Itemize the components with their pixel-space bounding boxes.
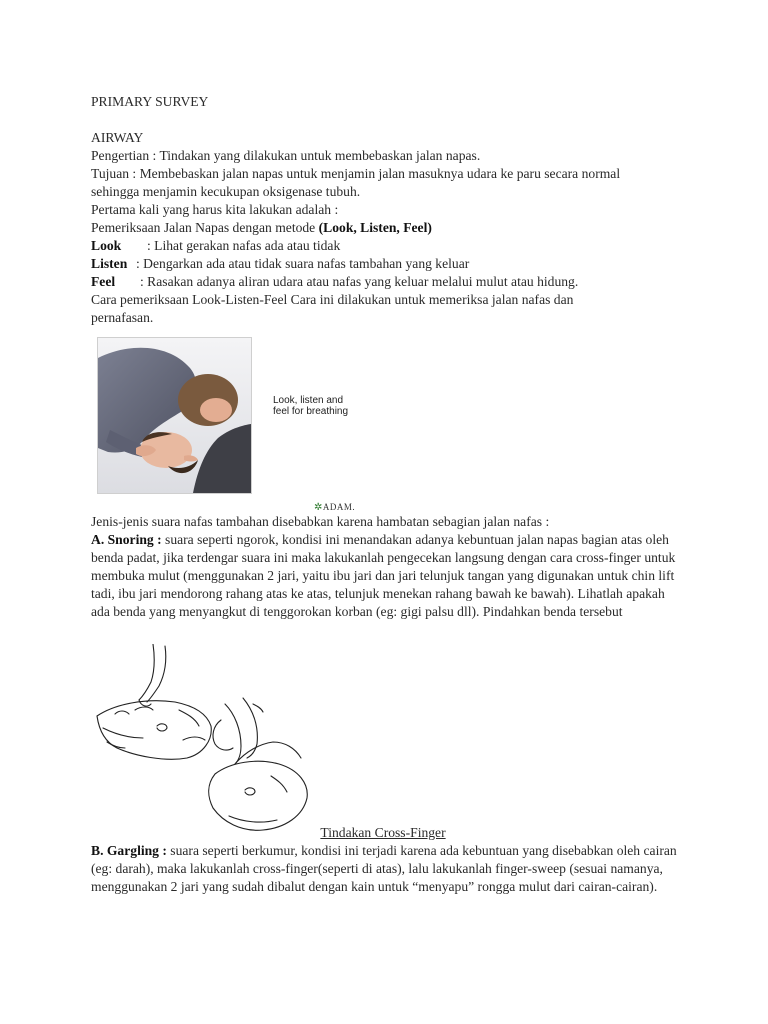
tujuan-line-1: Tujuan : Membebaskan jalan napas untuk menjamin jalan masuknya udara ke paru secara normal [91,166,621,181]
snoring-label: A. Snoring : [91,532,162,547]
look-listen-feel-illustration [97,337,252,494]
listen-text: : Dengarkan ada atau tidak suara nafas tambahan yang keluar [136,256,470,271]
jenis-line: Jenis-jenis suara nafas tambahan disebabkan karena hambatan sebagian jalan nafas : [91,514,550,529]
look-text: : Lihat gerakan nafas ada atau tidak [147,238,341,253]
adam-credit-text: ADAM. [322,502,356,512]
cross-finger-illustration [95,644,310,834]
metode-bold: (Look, Listen, Feel) [318,220,432,235]
snoring-text: suara seperti ngorok, kondisi ini menandakan adanya kebuntuan jalan napas bagian atas oleh benda padat, jika terdengar suara ini maka lakukanlah pengecekan langsung dengan cara cross-finger untuk membuka mulut (menggunakan 2 jari, yaitu ibu jari dan jari telunjuk tangan yang digunakan untuk chin lift tadi, ibu jari mendorong rahang atas ke atas, telunjuk menekan rahang bawah ke bawah). Lihatlah apakah ada benda yang menyangkut di tenggorokan korban (eg: gigi palsu dll). Pindahkan benda tersebut [91,532,676,619]
pengertian-line: Pengertian : Tindakan yang dilakukan untuk membebaskan jalan napas. [91,148,481,163]
adam-credit [314,502,355,513]
suara-nafas-block [91,513,681,621]
doc-title: PRIMARY SURVEY [91,94,209,109]
feel-line [91,273,691,291]
look-line [91,237,691,255]
intro-block [91,93,691,327]
figure-caption-line-2: feel for breathing [273,406,349,417]
snoring-paragraph [91,531,681,621]
look-label: Look [91,238,122,253]
pertama-line: Pertama kali yang harus kita lakukan adalah : [91,202,339,217]
cross-finger-caption: Tindakan Cross-Finger [320,825,446,840]
gargling-text: suara seperti berkumur, kondisi ini terjadi karena ada kebuntuan yang disebabkan oleh cairan (eg: darah), maka lakukanlah cross-finger(seperti di atas), lalu lakukanlah finger-sweep (sesuai namanya, menggunakan 2 jari yang sudah dibalut dengan kain untuk “menyapu” rongga mulut dari cairan-cairan). [91,843,677,894]
figure-caption-line-1: Look, listen and [273,395,344,406]
feel-text: : Rasakan adanya aliran udara atau nafas yang keluar melalui mulut atau hidung. [140,274,579,289]
metode-text: Pemeriksaan Jalan Napas dengan metode [91,220,319,235]
figure-caption [273,395,348,417]
cara-line-2: pernafasan. [91,310,154,325]
listen-label: Listen [91,256,128,271]
adam-logo-icon: ✲ [314,502,323,513]
section-heading: AIRWAY [91,130,144,145]
gargling-paragraph [91,842,681,896]
tujuan-line-2: sehingga menjamin kecukupan oksigenase tubuh. [91,184,361,199]
cara-line-1: Cara pemeriksaan Look-Listen-Feel Cara ini dilakukan untuk memeriksa jalan nafas dan [91,292,574,307]
gargling-block [91,842,681,896]
metode-line [91,219,691,237]
gargling-label: B. Gargling : [91,843,167,858]
listen-line [91,255,691,273]
feel-label: Feel [91,274,116,289]
